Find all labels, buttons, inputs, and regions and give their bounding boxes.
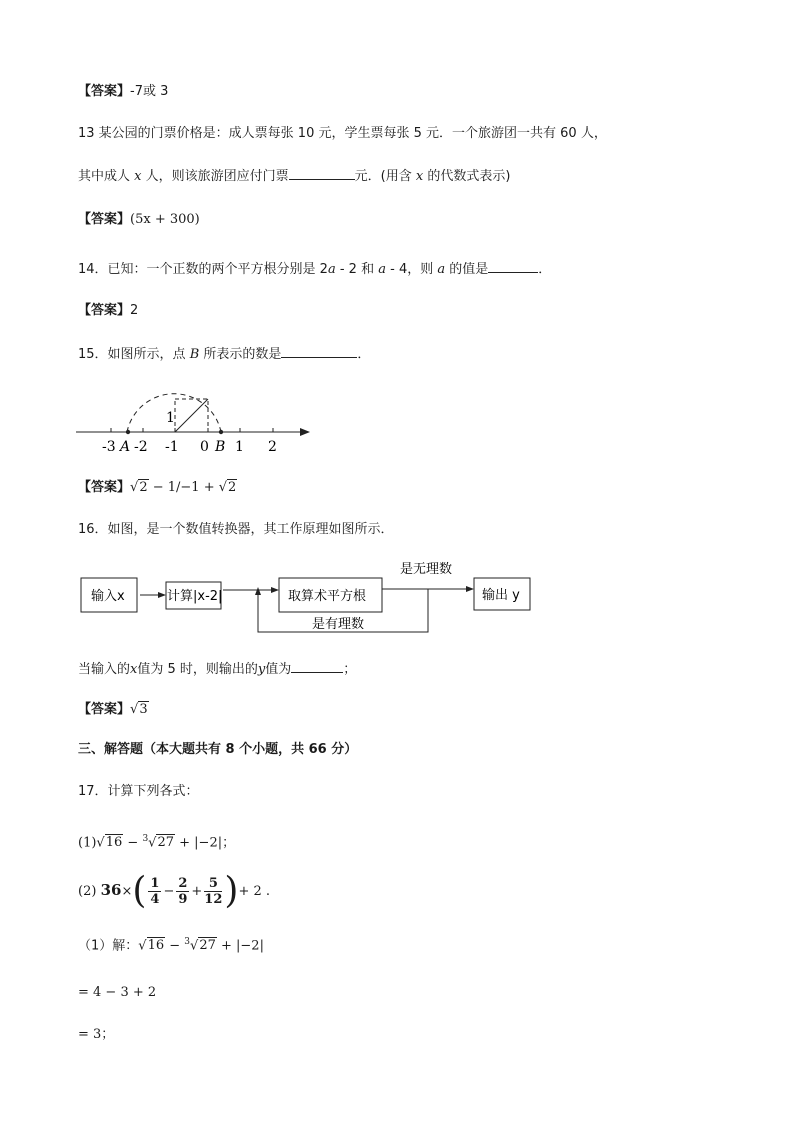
radicand: 2 — [139, 480, 148, 495]
q13-line2 — [78, 165, 510, 187]
operator: − — [163, 884, 175, 899]
operator: + — [191, 884, 203, 899]
point-b-label: B — [215, 439, 226, 455]
radicand: 27 — [199, 938, 216, 954]
q13-var-x: x — [134, 169, 142, 184]
q16-blank — [291, 658, 343, 673]
answer-16-value: √3 — [130, 702, 148, 717]
numerator: 5 — [204, 876, 222, 892]
number-line-figure — [70, 385, 320, 460]
answer-14 — [78, 301, 138, 321]
q13-text: 的代数式表示) — [423, 169, 511, 184]
q17-part1-end: + |−2|； — [175, 835, 236, 851]
tick-label: 2 — [268, 439, 277, 455]
answer-label: 【答案】 — [78, 212, 131, 227]
answer-13-value: (5x + 300) — [130, 212, 200, 227]
denominator: 9 — [178, 892, 188, 907]
q17-coef: 36 — [100, 881, 122, 899]
q14-text-b: - 2 和 — [335, 262, 379, 277]
q16-var-y: y — [257, 662, 266, 677]
q17-times: × — [121, 884, 133, 899]
q17-operator: − — [165, 938, 185, 954]
radicand: 3 — [139, 702, 148, 717]
answer-15 — [78, 478, 237, 498]
q15-var-b: B — [189, 347, 200, 362]
q17-solution: （1）解：√16 − $^3$√27 + |−2| — [78, 937, 264, 954]
q15-text-a: 15．如图所示，点 — [78, 347, 190, 362]
q14-var-a: a — [437, 262, 446, 277]
q17-operator: − — [123, 835, 143, 851]
flow-input-label: 输入x — [91, 589, 125, 604]
radicand: 16 — [105, 835, 123, 851]
arrow-head-icon — [271, 587, 279, 593]
q13-line1: 13 某公园的门票价格是：成人票每张 10 元，学生票每张 5 元．一个旅游团一共有 60 人， — [78, 126, 607, 141]
radicand: 2 — [228, 480, 237, 495]
tick-label: -1 — [165, 439, 179, 455]
denominator: 4 — [150, 892, 160, 907]
point-b — [219, 430, 223, 434]
flow-output-label: 输出 y — [482, 588, 520, 603]
q17-part1-label: (1) — [78, 835, 97, 851]
q13-text: 人，则该旅游团应付门票 — [141, 169, 289, 184]
fraction — [176, 876, 189, 907]
q14-var-a: a — [378, 262, 386, 277]
tick-label: -2 — [134, 439, 148, 455]
q16-var-x: x — [130, 662, 138, 677]
answer-13 — [78, 210, 200, 230]
arrow-head-icon — [466, 586, 474, 592]
q14-var-a: a — [327, 262, 336, 277]
root-index: 3 — [142, 834, 149, 844]
square-side-label: 1 — [166, 410, 175, 426]
q13-text: 其中成人 — [78, 169, 135, 184]
q15-blank — [281, 343, 357, 358]
solution-label: （1）解： — [78, 938, 139, 954]
radicand: 27 — [157, 835, 175, 851]
q14-text-c: - 4，则 — [385, 262, 438, 277]
point-a — [126, 430, 130, 434]
q16-q-text: 当输入的 — [78, 662, 131, 677]
numerator: 2 — [178, 876, 188, 891]
answer-12 — [78, 82, 168, 102]
answer-label: 【答案】 — [78, 702, 131, 717]
q17-part2-label: (2) — [78, 884, 97, 899]
arrow-head-icon — [158, 592, 166, 598]
diagonal-line — [175, 399, 208, 432]
q14-blank — [488, 258, 538, 273]
point-a-label: A — [120, 439, 131, 455]
flow-sqrt-label: 取算术平方根 — [288, 589, 367, 604]
q17-part2 — [78, 870, 270, 910]
tick-label: -3 — [102, 439, 116, 455]
answer-label: 【答案】 — [78, 84, 131, 99]
q13-text: 元．(用含 — [354, 169, 416, 184]
section-3-title: 三、解答题（本大题共有 8 个小题，共 66 分） — [78, 742, 358, 757]
q14-text-d: 的值是 — [445, 262, 489, 277]
q17-part2-tail: + 2 . — [238, 884, 270, 899]
numerator: 1 — [150, 876, 160, 891]
q16-text: 16．如图，是一个数值转换器，其工作原理如图所示． — [78, 522, 394, 537]
q14-text-e: ． — [538, 262, 552, 277]
flow-irrational-label: 是无理数 — [400, 562, 453, 577]
q16-q-text: 值为 5 时，则输出的 — [137, 662, 258, 677]
q15-text-c: ． — [357, 347, 371, 362]
answer-15-mid: − 1/−1 + — [148, 480, 219, 495]
q16-q-text: ； — [343, 662, 357, 677]
q15-text — [78, 343, 370, 365]
flowchart — [78, 558, 538, 638]
q13-blank — [289, 165, 355, 180]
q17-step2: = 3； — [78, 1027, 115, 1042]
answer-16 — [78, 700, 149, 720]
flow-compute-label: 计算|x-2| — [167, 589, 223, 604]
axis-arrow-icon — [300, 428, 310, 436]
answer-14-value: 2 — [130, 303, 139, 318]
radicand: 16 — [147, 938, 165, 954]
q14-text — [78, 258, 551, 280]
tick-label: 1 — [235, 439, 244, 455]
root-index: 3 — [184, 937, 191, 947]
denominator: 12 — [204, 892, 223, 907]
fraction — [204, 876, 222, 907]
fraction — [148, 876, 161, 907]
right-paren: ) — [224, 870, 239, 912]
q16-question — [78, 658, 356, 680]
answer-15-value: √2 − 1/−1 + √2 — [130, 480, 237, 495]
q17-part1: (1)√16 − $^3$√27 + |−2|； — [78, 834, 236, 851]
q14-text-a: 14．已知：一个正数的两个平方根分别是 2 — [78, 262, 328, 277]
q17-title: 17．计算下列各式： — [78, 784, 199, 799]
answer-label: 【答案】 — [78, 480, 131, 495]
q13-var-x: x — [415, 169, 424, 184]
q15-text-b: 所表示的数是 — [199, 347, 282, 362]
flow-rational-label: 是有理数 — [312, 617, 365, 632]
q16-q-text: 值为 — [265, 662, 292, 677]
abs-term: + |−2| — [216, 938, 264, 954]
answer-label: 【答案】 — [78, 303, 131, 318]
left-paren: ( — [132, 870, 147, 912]
q17-step1: = 4 − 3 + 2 — [78, 985, 157, 1000]
tick-label: 0 — [200, 439, 209, 455]
answer-12-value: -7或 3 — [130, 84, 169, 99]
arrow-head-icon — [255, 587, 261, 595]
